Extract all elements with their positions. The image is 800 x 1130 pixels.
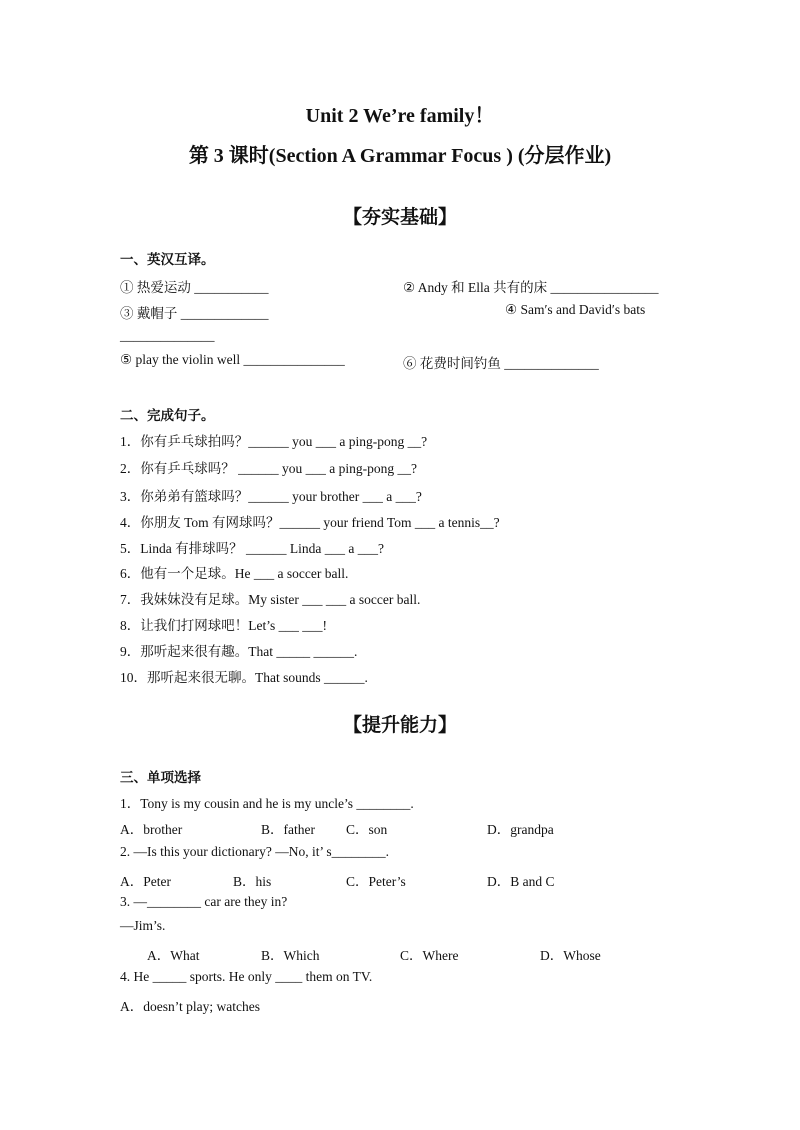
sentence-item: 1．你有乒乓球拍吗？______ you ___ a ping-pong __? [120, 434, 428, 449]
sentence-item: 4．你朋友 Tom 有网球吗？______ your friend Tom ___ a tennis__? [120, 515, 500, 530]
option: C．Peter’s [346, 874, 406, 889]
option: A．Peter [120, 874, 171, 889]
option: C．son [346, 822, 388, 837]
option: D．B and C [487, 874, 555, 889]
translate-item-1: ① 热爱运动 ___________ [120, 280, 269, 295]
option: B．father [261, 822, 315, 837]
question-3: 3. —________ car are they in? [120, 894, 288, 909]
option: A．doesn’t play; watches [120, 999, 260, 1014]
option: A．What [147, 948, 200, 963]
sentence-item: 6．他有一个足球。He ___ a soccer ball. [120, 566, 349, 581]
question-1: 1．Tony is my cousin and he is my uncle’s ________. [120, 796, 414, 811]
part3-heading: 三、单项选择 [120, 770, 201, 786]
option: B．his [233, 874, 272, 889]
translate-item-2: ② Andy 和 Ella 共有的床 ________________ [403, 280, 659, 295]
question-2: 2. —Is this your dictionary? —No, it’ s________. [120, 844, 389, 859]
option: C．Where [400, 948, 459, 963]
sentence-item: 3．你弟弟有篮球吗？______ your brother ___ a ___? [120, 489, 422, 504]
translate-item-6: ⑥ 花费时间钓鱼 ______________ [403, 356, 599, 371]
option: D．Whose [540, 948, 601, 963]
section-title-improve: 【提升能力】 [342, 714, 457, 736]
page-title: Unit 2 We’re family！ [305, 105, 495, 127]
question-4: 4. He _____ sports. He only ____ them on TV. [120, 969, 373, 984]
translate-item-4-blank: ______________ [120, 328, 215, 343]
sentence-item: 5．Linda 有排球吗？ ______ Linda ___ a ___? [120, 541, 384, 556]
sentence-item: 10．那听起来很无聊。That sounds ______. [120, 670, 368, 685]
sentence-item: 2．你有乒乓球吗？ ______ you ___ a ping-pong __? [120, 461, 417, 476]
translate-item-5: ⑤ play the violin well _______________ [120, 352, 345, 367]
part1-heading: 一、英汉互译。 [120, 252, 215, 268]
translate-item-3: ③ 戴帽子 _____________ [120, 306, 269, 321]
option: A．brother [120, 822, 183, 837]
option: B．Which [261, 948, 320, 963]
sentence-item: 9．那听起来很有趣。That _____ ______. [120, 644, 358, 659]
page-subtitle: 第 3 课时(Section A Grammar Focus ) (分层作业) [188, 145, 612, 167]
part2-heading: 二、完成句子。 [120, 408, 215, 424]
section-title-basics: 【夯实基础】 [342, 206, 457, 228]
sentence-item: 7．我妹妹没有足球。My sister ___ ___ a soccer ball. [120, 592, 421, 607]
sentence-item: 8．让我们打网球吧！Let’s ___ ___! [120, 618, 327, 633]
option: D．grandpa [487, 822, 554, 837]
translate-item-4: ④ Sam′s and David′s bats [505, 302, 646, 317]
question-3-answer: —Jim’s. [120, 918, 166, 933]
